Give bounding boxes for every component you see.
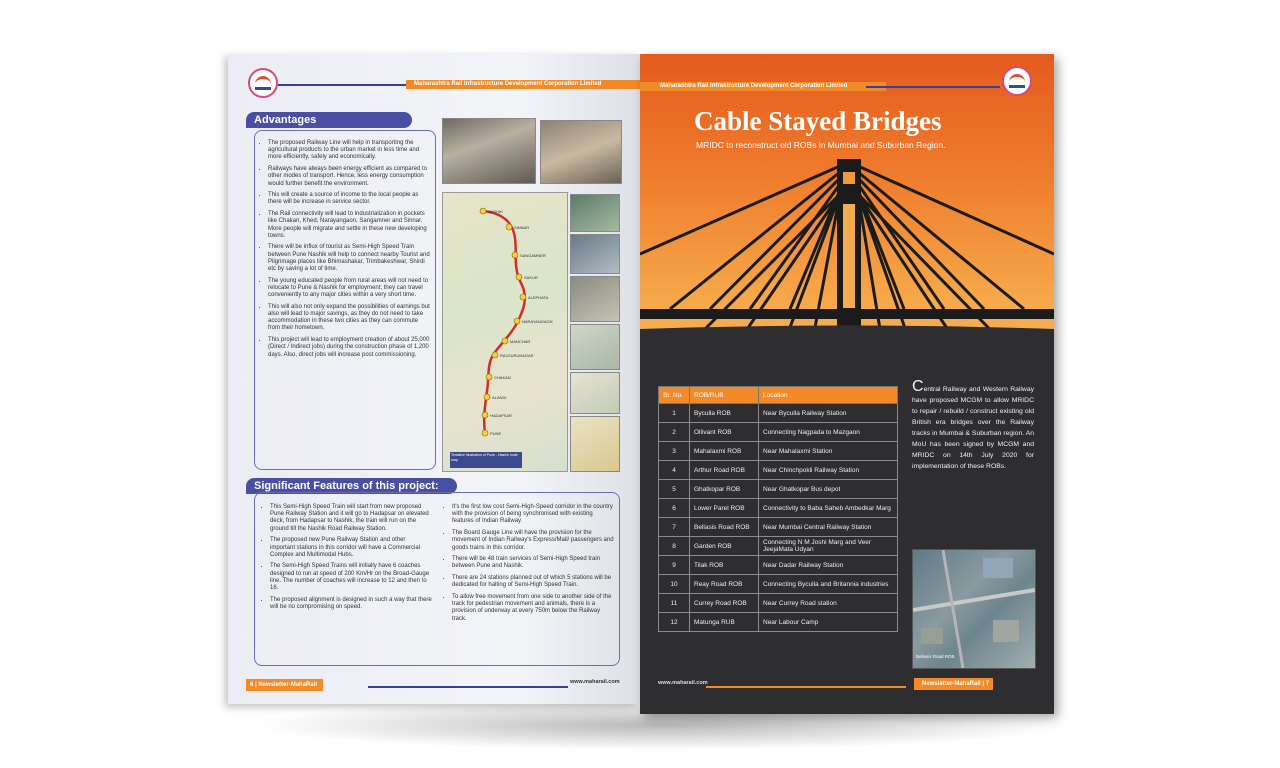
footer-url-right[interactable]: www.maharail.com xyxy=(658,680,708,686)
table-row xyxy=(659,423,898,442)
photo-thumb-6 xyxy=(570,416,620,472)
cable-bridge-silhouette xyxy=(640,54,1054,384)
map-station-dot xyxy=(492,352,498,358)
map-station-label: NARAYANGAON xyxy=(522,319,553,324)
table-header-srno: Sr. No. xyxy=(659,387,690,404)
table-header-location: Location xyxy=(759,387,898,404)
map-station-dot xyxy=(482,430,488,436)
photo-station xyxy=(540,120,622,184)
page-subtitle: MRIDC to reconstruct old ROBs in Mumbai and Suburban Region. xyxy=(696,140,946,150)
table-row xyxy=(659,613,898,632)
list-item: • The young educated people from rural areas will not need to relocate to Pune & Nashik for employment; they can travel conveniently to any major cities within a very short time. xyxy=(268,278,430,300)
table-header-rob: ROB/RUB xyxy=(690,387,759,404)
table-cell-rob: Garden ROB xyxy=(690,537,759,556)
table-cell-location: Connecting Nagpada to Mazgaon xyxy=(759,423,898,442)
photo-thumb-3 xyxy=(570,276,620,322)
map-station-label: SANGAMNER xyxy=(520,253,546,258)
map-station-label: CHAKAN xyxy=(494,375,511,380)
list-item: • There will be influx of tourist as Semi-High Speed Train between Pune Nashik will help to connect nearby Tourist and Pilgrimage places like Bhimashakar, Trimbakeshwar, Shirdi etc by saving a lot of time. xyxy=(268,244,430,273)
list-item: • The proposed alignment is designed in such a way that there will be no compromising on speed. xyxy=(270,597,432,611)
table-cell-srno: 2 xyxy=(659,423,690,442)
map-station-dot xyxy=(482,412,488,418)
list-item: • It's the first low cost Semi-High-Speed corridor in the country with the provision of being synchronised with existing features of Indian Railway. xyxy=(452,504,614,526)
drop-cap: C xyxy=(912,378,924,395)
list-item: • There will be 48 train services of Semi-High Speed train between Pune and Nashik. xyxy=(452,556,614,570)
table-row xyxy=(659,461,898,480)
list-item: • The Board Gauge Line will have the provision for the movement of Indian Railway's Express/Mail/ passengers and goods trains in this corridor. xyxy=(452,530,614,552)
footer-label-right: Newsletter-MahaRail xyxy=(922,681,981,687)
table-cell-srno: 12 xyxy=(659,613,690,632)
table-row xyxy=(659,556,898,575)
mahamrail-logo-right xyxy=(1002,66,1032,96)
map-station-dot xyxy=(516,274,522,280)
table-cell-srno: 6 xyxy=(659,499,690,518)
list-item: • The Rail connectivity will lead to industrialization in pockets like Chakan, Khed, Narayangaon, Sangamner and Sinnar. More people will migrate and settle in these new developing towns. xyxy=(268,211,430,240)
table-cell-srno: 10 xyxy=(659,575,690,594)
mahamrail-logo-left xyxy=(248,68,278,98)
header-org-left: Maharashtra Rail Infrastructure Development Corporation Limited xyxy=(406,80,640,89)
table-cell-location: Connectivity to Baba Saheb Ambedkar Marg xyxy=(759,499,898,518)
table-cell-srno: 5 xyxy=(659,480,690,499)
table-row xyxy=(659,594,898,613)
route-map xyxy=(442,192,568,472)
rob-table xyxy=(658,386,898,632)
map-station-dot xyxy=(480,208,486,214)
table-cell-rob: Currey Road ROB xyxy=(690,594,759,613)
table-row xyxy=(659,480,898,499)
list-item: • This Semi-High Speed Train will start from new proposed Pune Railway Station and it will go to Hadapsar on elevated deck, from Hadapsar to Nashik, the train will run on the ground till the Nashik Road Railway Station. xyxy=(270,504,432,533)
photo-caption: Bellasis Road ROB xyxy=(916,654,955,659)
table-row xyxy=(659,442,898,461)
table-row xyxy=(659,499,898,518)
table-cell-rob: Ollivant ROB xyxy=(690,423,759,442)
list-item: • This project will lead to employment creation of about 25,000 (Direct / Indirect jobs) during the construction phase of 1,200 days. Also, direct jobs will increase post commissioning. xyxy=(268,337,430,359)
table-cell-srno: 7 xyxy=(659,518,690,537)
list-item: • There are 24 stations planned out of which 5 stations will be dedicated for halting of Semi-High Speed Train. xyxy=(452,575,614,589)
map-station-label: MANCHAR xyxy=(510,339,531,344)
map-station-dot xyxy=(502,338,508,344)
photo-train-interior xyxy=(442,118,536,184)
page-number-right: 7 xyxy=(985,681,990,687)
map-station-label: RAJGURUNAGAR xyxy=(500,353,534,358)
features-col1 xyxy=(260,504,432,616)
footer-line-left xyxy=(368,686,568,688)
footer-url-left[interactable]: www.maharail.com xyxy=(570,679,620,685)
photo-thumb-5 xyxy=(570,372,620,414)
left-page xyxy=(228,54,640,704)
header-org-right: Maharashtra Rail Infrastructure Development Corporation Limited xyxy=(640,82,886,91)
photo-aerial-bridge xyxy=(912,549,1036,669)
map-station-dot xyxy=(506,224,512,230)
page-title: Cable Stayed Bridges xyxy=(694,106,942,136)
map-station-dot xyxy=(486,374,492,380)
header-line-right xyxy=(866,86,1000,88)
map-caption: Tentative Illustration of Pune - Nashik route map xyxy=(450,452,522,468)
map-station-label: SAKUR xyxy=(524,275,538,280)
table-cell-location: Connecting Byculla and Britannia industries xyxy=(759,575,898,594)
map-station-dot xyxy=(514,318,520,324)
table-cell-rob: Ghatkopar ROB xyxy=(690,480,759,499)
table-cell-location: Near Ghatkopar Bus depot xyxy=(759,480,898,499)
list-item: • Railways have always been energy efficient as compared to other modes of transport. Hence, less energy consumption would further benefit the environment. xyxy=(268,166,430,188)
map-station-label: ALEPHATA xyxy=(528,295,549,300)
table-cell-srno: 4 xyxy=(659,461,690,480)
header-line-left xyxy=(278,84,418,86)
table-cell-rob: Tilak ROB xyxy=(690,556,759,575)
table-cell-rob: Mahalaxmi ROB xyxy=(690,442,759,461)
table-cell-location: Connecting N M Joshi Marg and Veer JeejaMata Udyan xyxy=(759,537,898,556)
intro-paragraph xyxy=(912,378,1034,472)
map-station-label: PUNE xyxy=(490,431,502,436)
table-row xyxy=(659,575,898,594)
table-cell-rob: Bellasis Road ROB xyxy=(690,518,759,537)
map-station-dot xyxy=(484,394,490,400)
table-cell-location: Near Chinchpokli Railway Station xyxy=(759,461,898,480)
footer-line-right xyxy=(706,686,906,688)
table-cell-location: Near Labour Camp xyxy=(759,613,898,632)
table-row xyxy=(659,537,898,556)
table-cell-srno: 11 xyxy=(659,594,690,613)
list-item: • The Semi-High Speed Trains will initially have 6 coaches designed to run at speed of 200 Km/Hr on the Broad-Gauge line. The number of coaches will increase to 12 and then to 16. xyxy=(270,563,432,592)
page-number-left: 6 xyxy=(250,682,254,688)
table-cell-rob: Byculla ROB xyxy=(690,404,759,423)
table-cell-location: Near Byculla Railway Station xyxy=(759,404,898,423)
table-cell-rob: Matunga RUB xyxy=(690,613,759,632)
advantages-list xyxy=(258,140,430,363)
right-page xyxy=(640,54,1054,714)
photo-thumb-4 xyxy=(570,324,620,370)
photo-thumb-2 xyxy=(570,234,620,274)
list-item: • This will create a source of income to the local people as there will be increase in service sector. xyxy=(268,192,430,206)
table-row xyxy=(659,404,898,423)
features-title: Significant Features of this project: xyxy=(246,478,457,494)
map-station-label: SINNAR xyxy=(514,225,530,230)
map-station-label: NASHIK xyxy=(488,209,503,214)
footer-right: Newsletter-MahaRail | 7 xyxy=(914,678,993,690)
map-station-dot xyxy=(520,294,526,300)
table-cell-srno: 8 xyxy=(659,537,690,556)
table-cell-srno: 1 xyxy=(659,404,690,423)
footer-left: 6 | Newsletter-MahaRail xyxy=(246,679,323,691)
table-cell-srno: 9 xyxy=(659,556,690,575)
table-row xyxy=(659,518,898,537)
table-cell-rob: Reay Road ROB xyxy=(690,575,759,594)
table-cell-location: Near Dadar Railway Station xyxy=(759,556,898,575)
advantages-title: Advantages xyxy=(246,112,412,128)
map-station-label: ALANDI xyxy=(492,395,507,400)
footer-label-left: Newsletter-MahaRail xyxy=(258,682,318,688)
list-item: • The proposed Railway Line will help in transporting the agricultural products to the urban market in less time and more efficiently, safely and economically. xyxy=(268,140,430,162)
table-cell-rob: Arthur Road ROB xyxy=(690,461,759,480)
photo-thumb-1 xyxy=(570,194,620,232)
list-item: • The proposed new Pune Railway Station and other important stations in this corridor will have a Commercial Complex and Multimodal Hubs. xyxy=(270,537,432,559)
features-col2 xyxy=(442,504,614,627)
list-item: • To allow free movement from one side to another side of the track for pedestrian movement and animals, there is a provision of underway at every 750m below the Railway track. xyxy=(452,594,614,623)
map-station-label: HADAPSAR xyxy=(490,413,513,418)
paragraph-text: entral Railway and Western Railway have proposed MCGM to allow MRIDC to repair / rebuild / construct existing old British era bridges over the Railway tracks in Mumbai & Suburban region. An MoU has been signed by MCGM and MRIDC on 14th July 2020 for implementation of these ROBs. xyxy=(912,386,1034,470)
table-cell-rob: Lower Parel ROB xyxy=(690,499,759,518)
table-cell-location: Near Currey Road station xyxy=(759,594,898,613)
table-cell-location: Near Mahalaxmi Station xyxy=(759,442,898,461)
table-cell-location: Near Mumbai Central Railway Station xyxy=(759,518,898,537)
table-cell-srno: 3 xyxy=(659,442,690,461)
list-item: • This will also not only expand the possibilities of earnings but also will lead to major savings, as they do not need to take accommodation in these two cities as they can commute from their hometown. xyxy=(268,304,430,333)
map-station-dot xyxy=(512,252,518,258)
